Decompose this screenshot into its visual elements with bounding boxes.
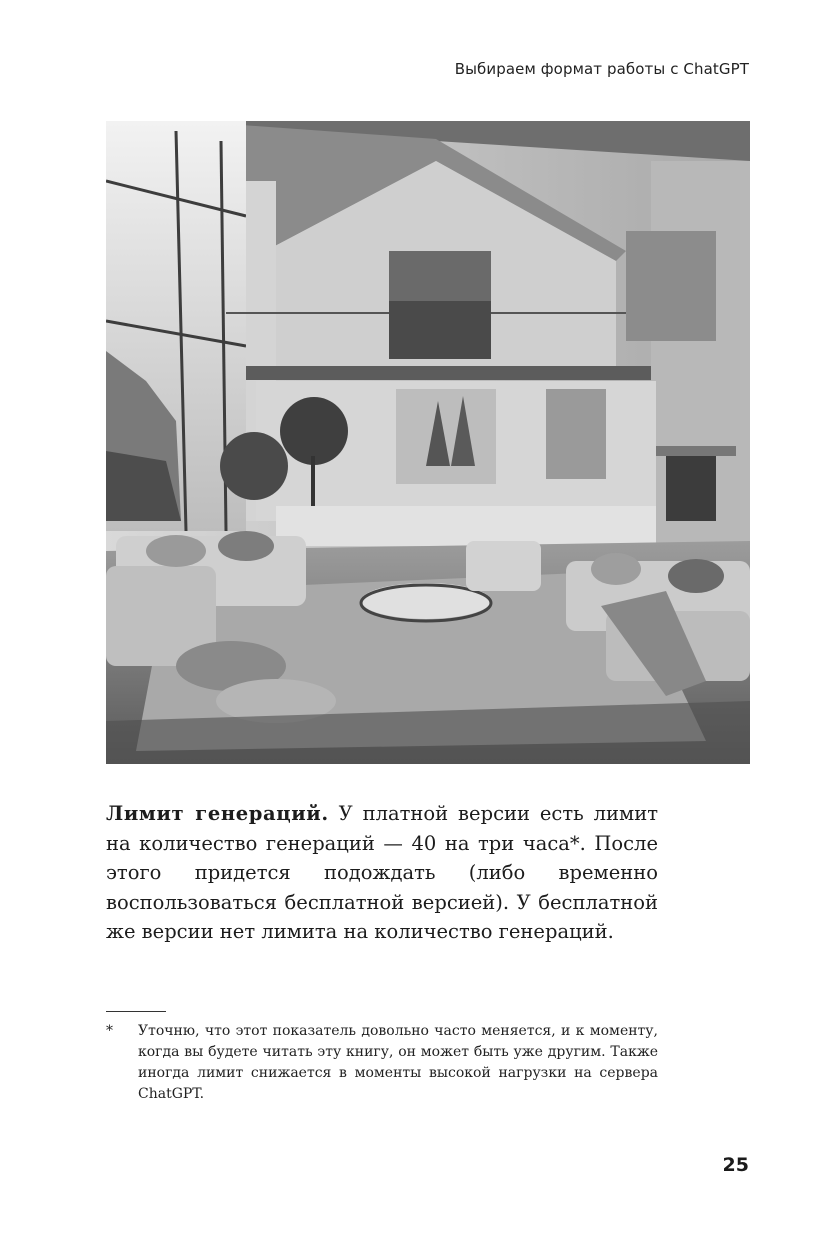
paragraph-lead: Лимит генераций. — [106, 802, 329, 825]
running-header: Выбираем формат работы с ChatGPT — [454, 60, 749, 78]
page-number: 25 — [722, 1154, 749, 1176]
interior-illustration — [106, 121, 750, 764]
footnote — [106, 1021, 658, 1105]
footnote-divider — [106, 1011, 166, 1012]
body-paragraph — [106, 799, 658, 947]
paragraph-text: У платной версии есть лимит на количество генераций — 40 на три часа*. После этого придется подождать (либо временно воспользоваться бесплатной версией). У бесплатной же версии нет лимита на количество генераций. — [106, 802, 658, 943]
living-room-image — [106, 121, 750, 764]
footnote-mark: * — [106, 1023, 113, 1039]
footnote-text: Уточню, что этот показатель довольно часто меняется, и к моменту, когда вы будете читать эту книгу, он может быть уже другим. Также иногда лимит снижается в моменты высокой нагрузки на сервера ChatGPT. — [138, 1023, 658, 1102]
